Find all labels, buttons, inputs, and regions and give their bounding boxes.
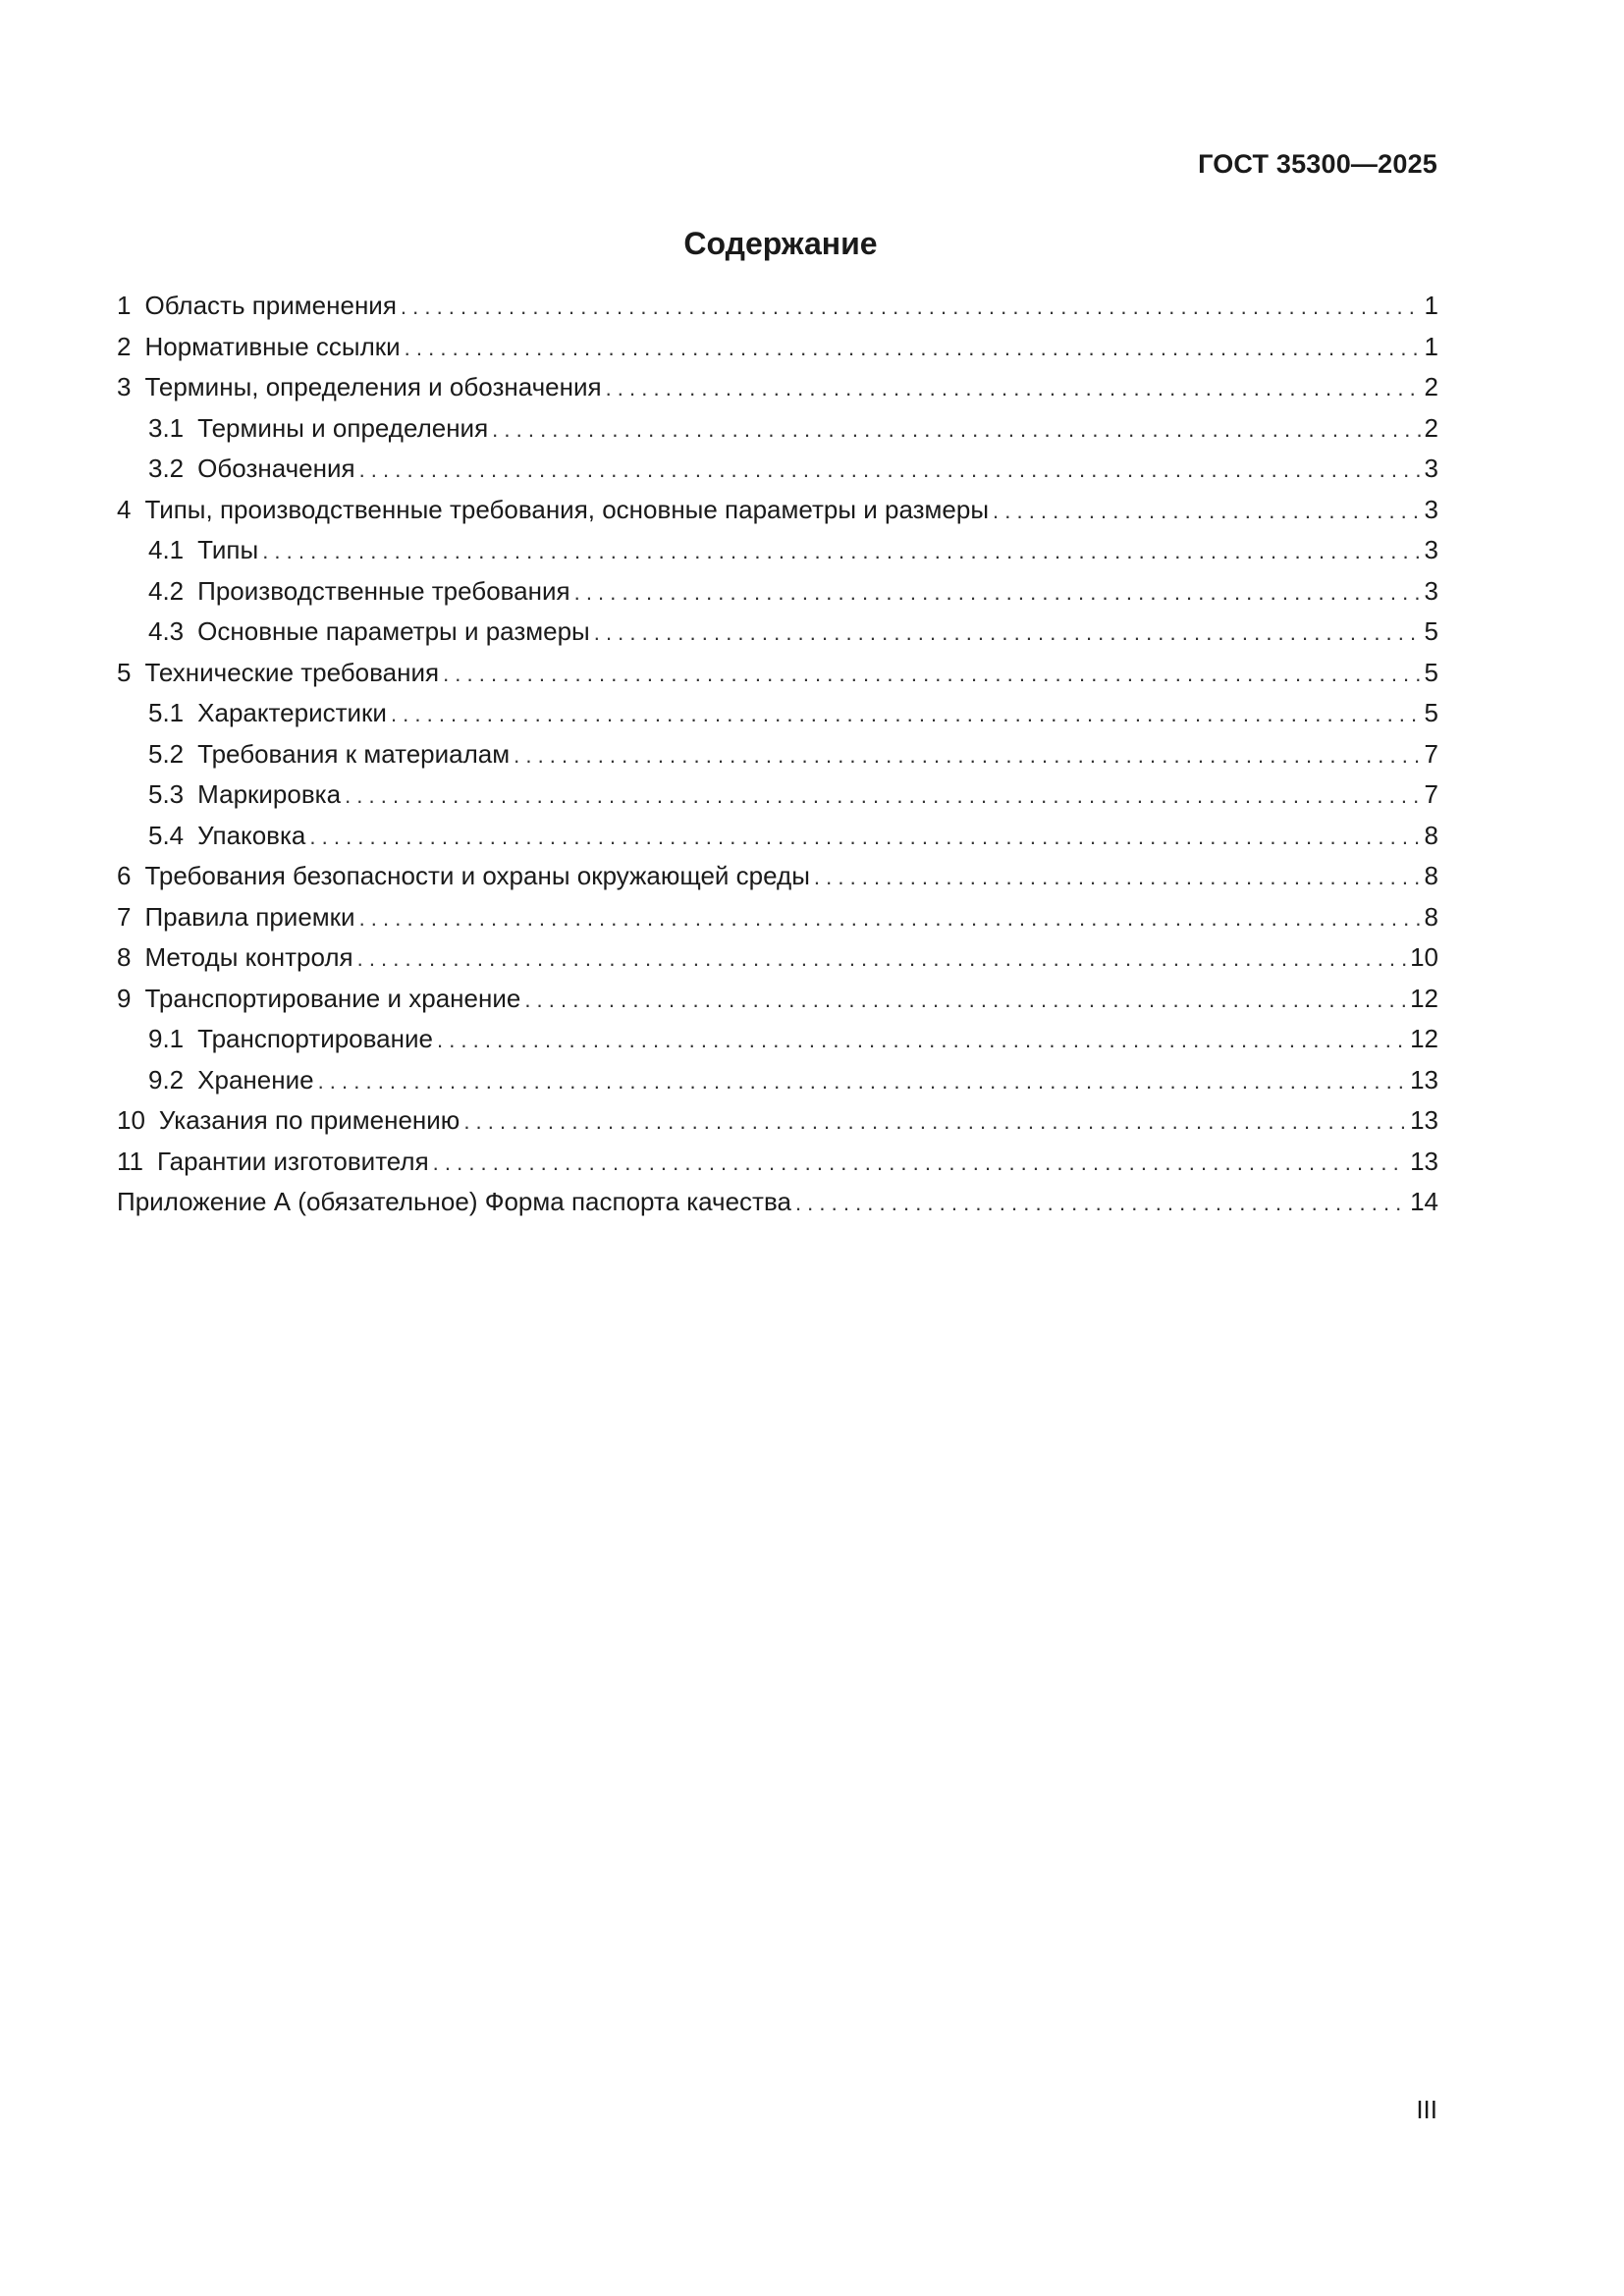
toc-entry-title: Указания по применению [158, 1105, 460, 1135]
toc-entry[interactable] [117, 327, 1438, 368]
dot-leader [359, 450, 1421, 491]
toc-entry-title: Обозначения [197, 454, 355, 483]
page-number: III [1416, 2095, 1437, 2124]
toc-entry-title: Упаковка [197, 820, 306, 850]
toc-entry-title: Производственные требования [197, 575, 570, 606]
dot-leader [309, 817, 1420, 858]
toc-entry-title: Методы контроля [144, 942, 353, 972]
toc-entry-page: 8 [1424, 861, 1438, 890]
toc-entry-page: 3 [1424, 454, 1438, 483]
toc-entry[interactable] [117, 612, 1438, 653]
toc-entry[interactable] [117, 1182, 1438, 1223]
toc-entry-number: 5.1 [148, 698, 185, 727]
dot-leader [814, 857, 1421, 898]
toc-entry-title: Технические требования [144, 657, 440, 687]
toc-entry[interactable] [117, 979, 1438, 1020]
toc-entry-title: Нормативные ссылки [144, 331, 401, 361]
dot-leader [357, 938, 1406, 980]
toc-entry-number: 3.1 [148, 412, 185, 443]
dot-leader [594, 613, 1421, 654]
toc-entry-page: 3 [1424, 494, 1438, 524]
dot-leader [345, 775, 1420, 817]
toc-entry[interactable] [117, 734, 1438, 775]
toc-entry-number: 3 [117, 372, 132, 401]
toc-entry-title: Область применения [144, 291, 397, 320]
toc-entry-number: 2 [117, 331, 132, 361]
toc-entry-number: 11 [117, 1146, 143, 1176]
dot-leader [514, 735, 1420, 776]
toc-entry[interactable] [117, 774, 1438, 816]
toc-entry-number: 4.1 [148, 535, 185, 564]
dot-leader [401, 287, 1421, 328]
toc-entry-number: 7 [117, 901, 132, 932]
toc-entry-page: 7 [1424, 738, 1438, 769]
toc-entry[interactable] [117, 530, 1438, 571]
toc-entry[interactable] [117, 1100, 1438, 1142]
dot-leader [795, 1183, 1406, 1224]
toc-entry-page: 5 [1424, 698, 1438, 727]
toc-entry-title: Термины и определения [197, 412, 489, 443]
toc-entry[interactable] [117, 1019, 1438, 1060]
toc-entry-page: 12 [1410, 983, 1438, 1013]
toc-entry[interactable] [117, 1142, 1438, 1183]
toc-entry-page: 2 [1424, 412, 1438, 443]
toc-entry-title: Транспортирование и хранение [144, 983, 521, 1013]
toc-entry-title: Характеристики [197, 698, 387, 727]
toc-entry-page: 1 [1424, 331, 1438, 361]
toc-entry-number: 9.2 [148, 1064, 185, 1095]
dot-leader [524, 980, 1406, 1021]
toc-entry-number: 1 [117, 291, 132, 320]
dot-leader [606, 368, 1421, 409]
toc-entry[interactable] [117, 286, 1438, 327]
toc-entry[interactable] [117, 653, 1438, 694]
toc-entry-number: 3.2 [148, 454, 185, 483]
toc-entry-page: 10 [1410, 942, 1438, 972]
toc-entry[interactable] [117, 367, 1438, 408]
toc-entry-title: Типы [197, 535, 259, 564]
dot-leader [391, 694, 1421, 735]
dot-leader [262, 531, 1420, 572]
toc-entry-number: 9 [117, 983, 132, 1013]
dot-leader [318, 1061, 1407, 1102]
toc-entry-title: Правила приемки [144, 901, 355, 932]
toc-entry-number: 5.3 [148, 779, 185, 809]
toc-entry[interactable] [117, 693, 1438, 734]
toc-entry[interactable] [117, 937, 1438, 979]
toc-entry-page: 3 [1424, 535, 1438, 564]
toc-entry-number: 5.2 [148, 738, 185, 769]
toc-entry-page: 13 [1410, 1146, 1438, 1176]
toc-entry-page: 12 [1410, 1024, 1438, 1053]
toc-entry-title: Термины, определения и обозначения [144, 372, 602, 401]
toc-entry-title: Требования к материалам [197, 738, 511, 769]
toc-entry-title: Хранение [197, 1064, 314, 1095]
toc-entry-page: 2 [1424, 372, 1438, 401]
toc-entry-page: 14 [1410, 1187, 1438, 1216]
toc-title: Содержание [683, 226, 878, 261]
toc-entry-title: Гарантии изготовителя [157, 1146, 429, 1176]
table-of-contents [117, 286, 1438, 1223]
toc-entry-title: Приложение А (обязательное) Форма паспорта качества [117, 1187, 791, 1216]
toc-entry-page: 3 [1424, 575, 1438, 606]
toc-entry-number: 9.1 [148, 1024, 185, 1053]
dot-leader [463, 1101, 1406, 1143]
toc-entry-number: 6 [117, 861, 132, 890]
toc-entry-title: Транспортирование [197, 1024, 433, 1053]
toc-entry-number: 4.3 [148, 616, 185, 646]
toc-entry[interactable] [117, 1060, 1438, 1101]
toc-entry-page: 8 [1424, 901, 1438, 932]
toc-entry[interactable] [117, 490, 1438, 531]
toc-entry-title: Основные параметры и размеры [197, 616, 590, 646]
toc-entry-page: 5 [1424, 616, 1438, 646]
toc-entry-page: 5 [1424, 657, 1438, 687]
toc-entry[interactable] [117, 816, 1438, 857]
toc-entry-page: 8 [1424, 820, 1438, 850]
toc-entry-number: 4.2 [148, 575, 185, 606]
document-designation: ГОСТ 35300—2025 [1198, 149, 1437, 179]
toc-entry[interactable] [117, 571, 1438, 613]
toc-entry-title: Типы, производственные требования, основные параметры и размеры [144, 494, 990, 524]
toc-entry-page: 13 [1410, 1105, 1438, 1135]
toc-entry-title: Маркировка [197, 779, 342, 809]
toc-entry-number: 10 [117, 1105, 145, 1135]
toc-entry[interactable] [117, 408, 1438, 450]
toc-entry[interactable] [117, 856, 1438, 897]
toc-entry-page: 1 [1424, 291, 1438, 320]
toc-entry-number: 4 [117, 494, 132, 524]
toc-entry[interactable] [117, 897, 1438, 938]
toc-entry-page: 13 [1410, 1064, 1438, 1095]
toc-entry-number: 8 [117, 942, 132, 972]
toc-entry-number: 5 [117, 657, 132, 687]
dot-leader [437, 1020, 1406, 1061]
dot-leader [433, 1143, 1406, 1184]
dot-leader [443, 654, 1420, 695]
dot-leader [359, 898, 1421, 939]
toc-entry-number: 5.4 [148, 820, 185, 850]
dot-leader [574, 572, 1421, 614]
toc-entry[interactable] [117, 449, 1438, 490]
dot-leader [492, 409, 1420, 451]
dot-leader [993, 491, 1421, 532]
toc-entry-title: Требования безопасности и охраны окружающей среды [144, 861, 810, 890]
toc-entry-page: 7 [1424, 779, 1438, 809]
dot-leader [405, 328, 1421, 369]
